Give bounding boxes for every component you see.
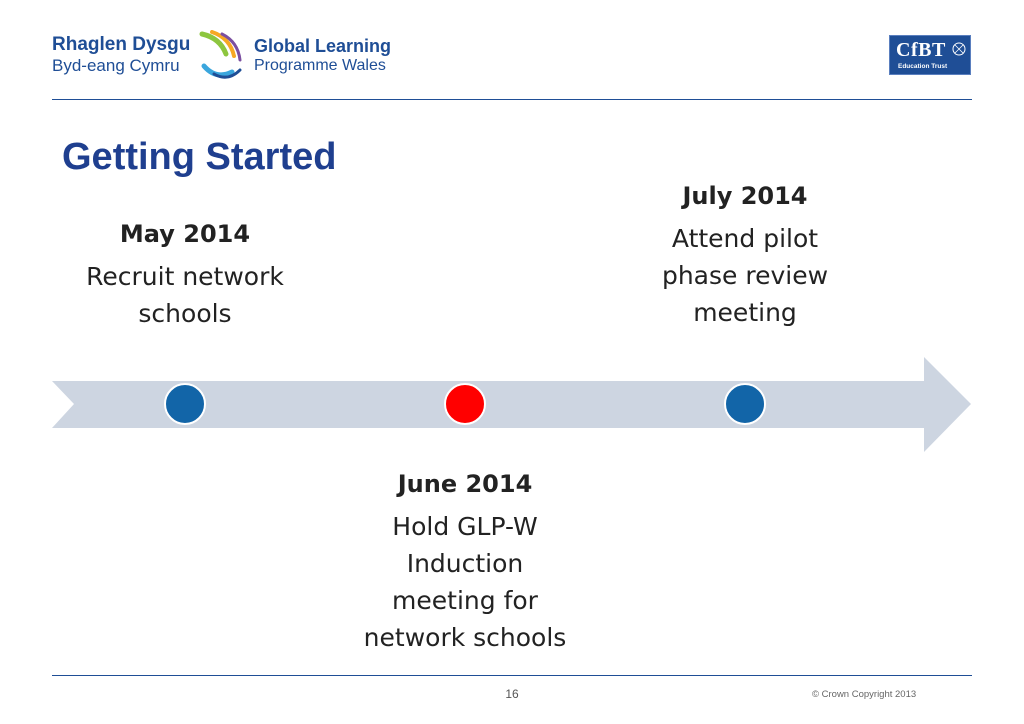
event-desc-line: Hold GLP-W xyxy=(392,512,538,541)
cfbt-logo-subtext: Education Trust xyxy=(898,63,948,70)
event-may xyxy=(55,220,315,332)
event-date: July 2014 xyxy=(682,182,808,210)
event-desc-line: phase review xyxy=(661,261,829,290)
logo-line-programme-wales: Programme Wales xyxy=(254,57,386,74)
event-desc-line: Attend pilot xyxy=(671,224,819,253)
logo-line-global-learning: Global Learning xyxy=(254,36,392,56)
logo-line-rhaglen: Rhaglen Dysgu xyxy=(52,34,191,55)
page-number: 16 xyxy=(505,687,519,701)
event-description xyxy=(335,508,595,656)
event-date: June 2014 xyxy=(397,470,533,498)
event-july xyxy=(615,182,875,331)
cfbt-logo-text: CfBT xyxy=(896,39,946,61)
copyright-notice: © Crown Copyright 2013 xyxy=(812,689,917,700)
timeline-marker-june xyxy=(445,384,485,424)
event-june xyxy=(335,470,595,656)
event-desc-line: meeting for xyxy=(392,586,538,615)
event-description xyxy=(55,258,315,332)
event-description xyxy=(615,220,875,331)
event-desc-line: Induction xyxy=(406,549,524,578)
event-desc-line: Recruit network xyxy=(86,262,284,291)
timeline-marker-may xyxy=(165,384,205,424)
footer-divider xyxy=(52,675,972,676)
event-desc-line: meeting xyxy=(693,298,797,327)
timeline-marker-july xyxy=(725,384,765,424)
logo-line-byd-eang: Byd-eang Cymru xyxy=(52,56,180,75)
event-date: May 2014 xyxy=(119,220,251,248)
slide-title: Getting Started xyxy=(62,136,337,178)
event-desc-line: schools xyxy=(138,299,232,328)
event-desc-line: network schools xyxy=(363,623,567,652)
